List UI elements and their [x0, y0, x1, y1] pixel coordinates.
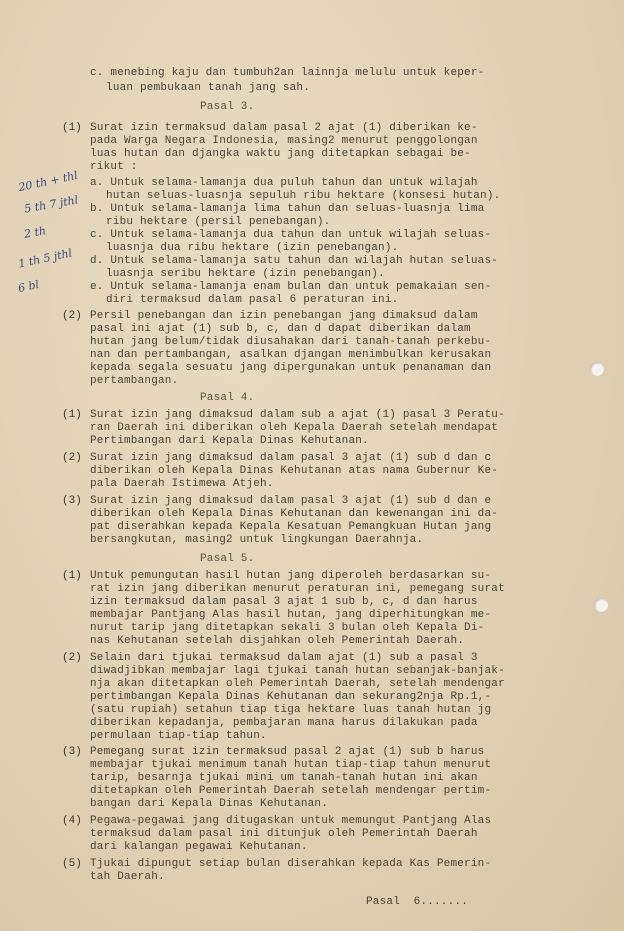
text-line: nan dan pertambangan, asalkan djangan menimbulkan kerusakan	[90, 349, 492, 361]
paragraph-number: (3)	[62, 746, 82, 758]
punch-hole-bottom	[594, 598, 608, 612]
text-line: dari kalangan pegawai Kehutanan.	[90, 841, 308, 853]
paragraph-number: (1)	[62, 122, 82, 134]
text-line: termaksud dalam pasal ini ditunjuk oleh Pemerintah Daerah	[90, 828, 478, 840]
text-line: Untuk pemungutan hasil hutan jang diperoleh berdasarkan su-	[90, 570, 492, 582]
list-item: b. Untuk selama-lamanja lima tahun dan seluas-luasnja lima	[90, 203, 485, 215]
list-item: diri termaksud dalam pasal 6 peraturan ini.	[106, 294, 399, 306]
text-line: c. menebing kaju dan tumbuh2an lainnja melulu untuk keper-	[90, 67, 485, 79]
text-line: Persil penebangan dan izin penebangan jang dimaksud dalam	[90, 310, 478, 322]
text-line: (satu rupiah) setahun tiap tiga hektare luas tanah hutan jg	[90, 704, 492, 716]
text-line: Surat izin jang dimaksud dalam pasal 3 ajat (1) sub d dan e	[90, 495, 492, 507]
text-line: diberikan oleh Kepala Dinas Kehutanan dan kewenangan ini da-	[90, 508, 499, 520]
text-line: pertambangan.	[90, 375, 179, 387]
text-line: diberikan kepadanja, pembajaran mana harus dilakukan pada	[90, 717, 478, 729]
paragraph-number: (3)	[62, 495, 82, 507]
paragraph-number: (5)	[62, 858, 82, 870]
text-line: permulaan tiap-tiap tahun.	[90, 730, 267, 742]
text-line: bersangkutan, masing2 untuk lingkungan Daerahnja.	[90, 534, 424, 546]
text-line: kepada segala sesuatu jang dipergunakan untuk penanaman dan	[90, 362, 492, 374]
text-line: membajar tjukai menimum tanah hutan tiap-tiap tahun menurut	[90, 759, 492, 771]
margin-note: 2 th	[23, 224, 47, 241]
text-line: Surat izin jang dimaksud dalam pasal 3 ajat (1) sub d dan c	[90, 452, 492, 464]
text-line: nas Kehutanan setelah disjahkan oleh Pemerintah Daerah.	[90, 635, 465, 647]
text-line: izin termaksud dalam pasal 3 ajat 1 sub b, c, d dan harus	[90, 596, 478, 608]
section-heading: Pasal 5.	[200, 553, 255, 565]
punch-hole-top	[590, 362, 604, 376]
text-line: ditetapkan oleh Pemerintah Daerah setelah mendengar pertim-	[90, 785, 492, 797]
text-line: Selain dari tjukai termaksud dalam ajat (1) sub a pasal 3	[90, 652, 478, 664]
text-line: tarip, besarnja tjukai mini um tanah-tanah hutan ini akan	[90, 772, 478, 784]
text-line: rikut :	[90, 161, 138, 173]
margin-note: 20 th + thl	[17, 168, 79, 195]
text-line: membajar Pantjang Alas hasil hutan, jang diperhitungkan me-	[90, 609, 492, 621]
margin-note: 6 bl	[16, 277, 41, 296]
text-line: pat diserahkan kepada Kepala Kesatuan Pemangkuan Hutan jang	[90, 521, 492, 533]
text-line: Tjukai dipungut setiap bulan diserahkan kepada Kas Pemerin-	[90, 858, 492, 870]
list-item: d. Untuk selama-lamanja satu tahun dan wilajah hutan seluas-	[90, 255, 499, 267]
paragraph-number: (2)	[62, 452, 82, 464]
text-line: Surat izin jang dimaksud dalam sub a ajat (1) pasal 3 Peratu-	[90, 409, 505, 421]
text-line: hutan jang belum/tidak diusahakan dari tanah-tanah perkebu-	[90, 336, 492, 348]
text-line: luas hutan dan djangka waktu jang ditetapkan sebagai be-	[90, 148, 471, 160]
text-line: Pegawa-pegawai jang ditugaskan untuk memungut Pantjang Alas	[90, 815, 492, 827]
paragraph-number: (1)	[62, 409, 82, 421]
text-line: pada Warga Negara Indonesia, masing2 menurut penggolongan	[90, 135, 478, 147]
text-line: pasal ini ajat (1) sub b, c, dan d dapat diberikan dalam	[90, 323, 471, 335]
text-line: nja akan ditetapkan oleh Pemerintah Daerah, setelah mendengar	[90, 678, 505, 690]
text-line: ran Daerah ini diberikan oleh Kepala Daerah setelah mendapat	[90, 422, 499, 434]
list-item: luasnja dua ribu hektare (izin penebangan).	[106, 242, 399, 254]
list-item: a. Untuk selama-lamanja dua puluh tahun dan untuk wilajah	[90, 177, 478, 189]
margin-note: 1 th 5 jthl	[17, 246, 74, 271]
margin-note: 5 th 7 jthl	[23, 193, 80, 216]
text-line: pertimbangan Kepala Dinas Kehutanan dan sekurang2nja Rp.1,-	[90, 691, 492, 703]
text-line: bangan dari Kepala Dinas Kehutanan.	[90, 798, 329, 810]
paragraph-number: (4)	[62, 815, 82, 827]
text-line: pala Daerah Istimewa Atjeh.	[90, 478, 274, 490]
paragraph-number: (2)	[62, 310, 82, 322]
text-line: Pemegang surat izin termaksud pasal 2 ajat (1) sub b harus	[90, 746, 485, 758]
text-line: rat izin jang diberikan menurut peraturan ini, pemegang surat	[90, 583, 505, 595]
paragraph-number: (1)	[62, 570, 82, 582]
page-footer: Pasal 6.......	[366, 896, 469, 908]
list-item: hutan seluas-luasnja sepuluh ribu hektare (konsesi hutan).	[106, 190, 501, 202]
list-item: ribu hektare (persil penebangan).	[106, 216, 331, 228]
section-heading: Pasal 4.	[200, 392, 255, 404]
text-line: Surat izin termaksud dalam pasal 2 ajat (1) diberikan ke-	[90, 122, 478, 134]
list-item: luasnja seribu hektare (izin penebangan).	[106, 268, 385, 280]
paragraph-number: (2)	[62, 652, 82, 664]
list-item: c. Untuk selama-lamanja dua tahun dan untuk wilajah seluas-	[90, 229, 492, 241]
list-item: e. Untuk selama-lamanja enam bulan dan untuk pemakaian sen-	[90, 281, 492, 293]
text-line: luan pembukaan tanah jang sah.	[106, 82, 311, 94]
text-line: Pertimbangan dari Kepala Dinas Kehutanan.	[90, 435, 369, 447]
text-line: diwadjibkan membajar lagi tjukai tanah hutan sebanjak-banjak-	[90, 665, 505, 677]
text-line: nurut tarip jang ditetapkan sekali 3 bulan oleh Kepala Di-	[90, 622, 485, 634]
section-heading: Pasal 3.	[200, 101, 255, 113]
text-line: diberikan oleh Kepala Dinas Kehutanan atas nama Gubernur Ke-	[90, 465, 499, 477]
text-line: tah Daerah.	[90, 871, 165, 883]
